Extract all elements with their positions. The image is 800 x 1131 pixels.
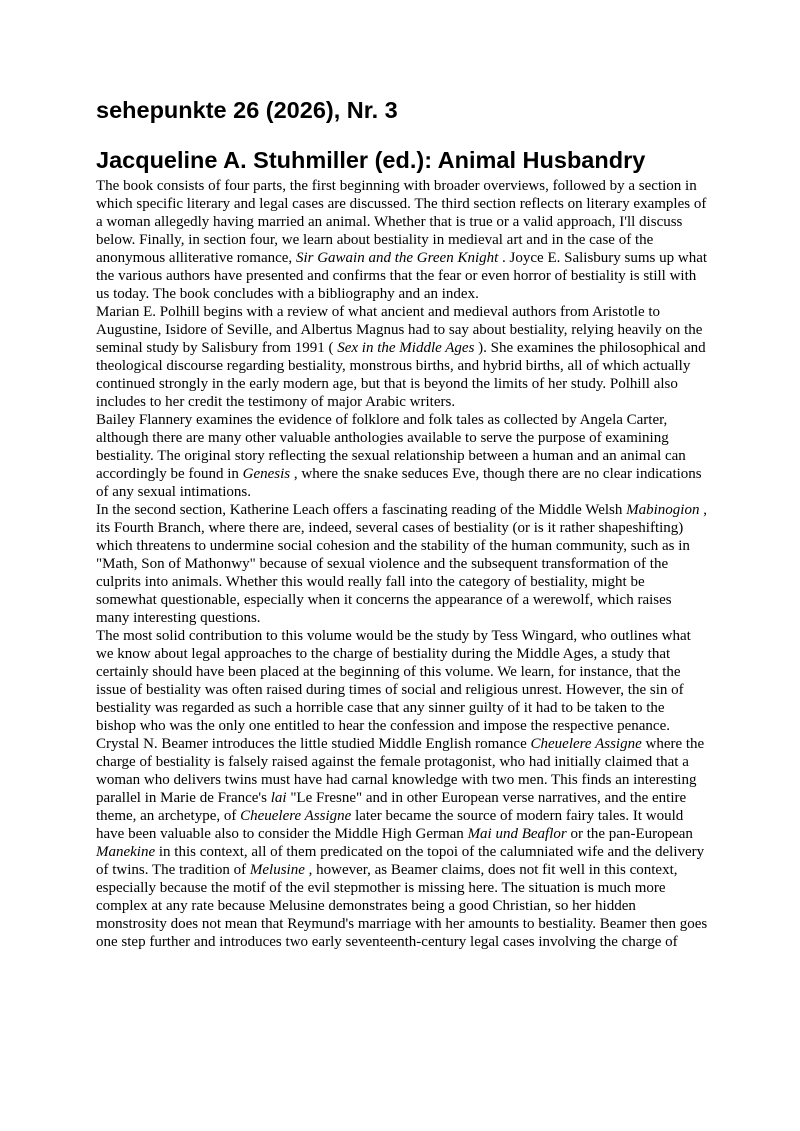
work-title: Cheuelere Assigne xyxy=(240,808,352,824)
journal-issue-heading: sehepunkte 26 (2026), Nr. 3 xyxy=(96,97,398,123)
paragraph-beamer: Crystal N. Beamer introduces the little studied Middle English romance Cheuelere Assigne where the charge of bestiality is falsely raised against the female protagonist, who had initially claimed that a woman who delivers twins must have had carnal knowledge with two men. This finds an interesting parallel in Marie de France's lai "Le Fresne" and in other European verse narratives, and the entire theme, an archetype, of Cheuelere Assigne later became the source of modern fairy tales. It would have been valuable also to consider the Middle High German Mai und Beaflor or the pan-European Manekine in this context, all of them predicated on the topoi of the calumniated wife and the delivery of twins. The tradition of Melusine , however, as Beamer claims, does not fit well in this context, especially because the motif of the evil stepmother is missing here. The situation is much more complex at any rate because Melusine demonstrates being a good Christian, so her hidden monstrosity does not mean that Reymund's marriage with her amounts to bestiality. Beamer then goes one step further and introduces two early seventeenth-century legal cases involving the charge of xyxy=(96,736,708,950)
work-title: Mabinogion xyxy=(626,502,700,518)
paragraph-polhill: Marian E. Polhill begins with a review of what ancient and medieval authors from Aristotle to Augustine, Isidore of Seville, and Albertus Magnus had to say about bestiality, relying heavily on the seminal study by Salisbury from 1991 ( Sex in the Middle Ages ). She examines the philosophical and theological discourse regarding bestiality, monstrous births, and hybrid births, all of which actually continued strongly in the early modern age, but that is beyond the limits of her study. Polhill also includes to her credit the testimony of major Arabic writers. xyxy=(96,304,706,410)
work-title: Sir Gawain and the Green Knight xyxy=(295,250,499,266)
paragraph-leach: In the second section, Katherine Leach offers a fascinating reading of the Middle Welsh Mabinogion , its Fourth Branch, where there are, indeed, several cases of bestiality (or is it rather shapeshifting) which threatens to undermine social cohesion and the stability of the human community, such as in "Math, Son of Mathonwy" because of sexual violence and the subsequent transformation of the culprits into animals. Whether this would really fall into the category of bestiality, might be somewhat questionable, especially when it concerns the appearance of a werewolf, which raises many interesting questions. xyxy=(96,502,707,626)
work-title: Melusine xyxy=(249,862,305,878)
work-title: Sex in the Middle Ages xyxy=(337,340,475,356)
paragraph-flannery: Bailey Flannery examines the evidence of folklore and folk tales as collected by Angela Carter, although there are many other valuable anthologies available to serve the purpose of examining bestiality. The original story reflecting the sexual relationship between a human and an animal can accordingly be found in Genesis , where the snake seduces Eve, though there are no clear indications of any sexual intimations. xyxy=(96,412,702,500)
work-title: Mai und Beaflor xyxy=(467,826,567,842)
work-title: Manekine xyxy=(96,844,156,860)
paragraph-wingard: The most solid contribution to this volume would be the study by Tess Wingard, who outlines what we know about legal approaches to the charge of bestiality during the Middle Ages, a study that certainly should have been placed at the beginning of this volume. We learn, for instance, that the issue of bestiality was often raised during times of social and religious unrest. However, the sin of bestiality was regarded as such a horrible case that any sinner guilty of it had to be taken to the bishop who was the only one entitled to hear the confession and impose the respective penance. xyxy=(96,628,691,734)
paragraph-overview: The book consists of four parts, the first beginning with broader overviews, followed by a section in which specific literary and legal cases are discussed. The third section reflects on literary examples of a woman allegedly having married an animal. Whether that is true or a valid approach, I'll discuss below. Finally, in section four, we learn about bestiality in medieval art and in the case of the anonymous alliterative romance, Sir Gawain and the Green Knight . Joyce E. Salisbury sums up what the various authors have presented and confirms that the fear or even horror of bestiality is still with us today. The book concludes with a bibliography and an index. xyxy=(96,178,708,302)
work-title: Genesis xyxy=(242,466,291,482)
review-title: Jacqueline A. Stuhmiller (ed.): Animal Husbandry xyxy=(96,147,646,173)
work-title: Cheuelere Assigne xyxy=(530,736,642,752)
review-body xyxy=(96,177,708,951)
work-title: lai xyxy=(270,790,287,806)
review-page xyxy=(96,95,708,951)
